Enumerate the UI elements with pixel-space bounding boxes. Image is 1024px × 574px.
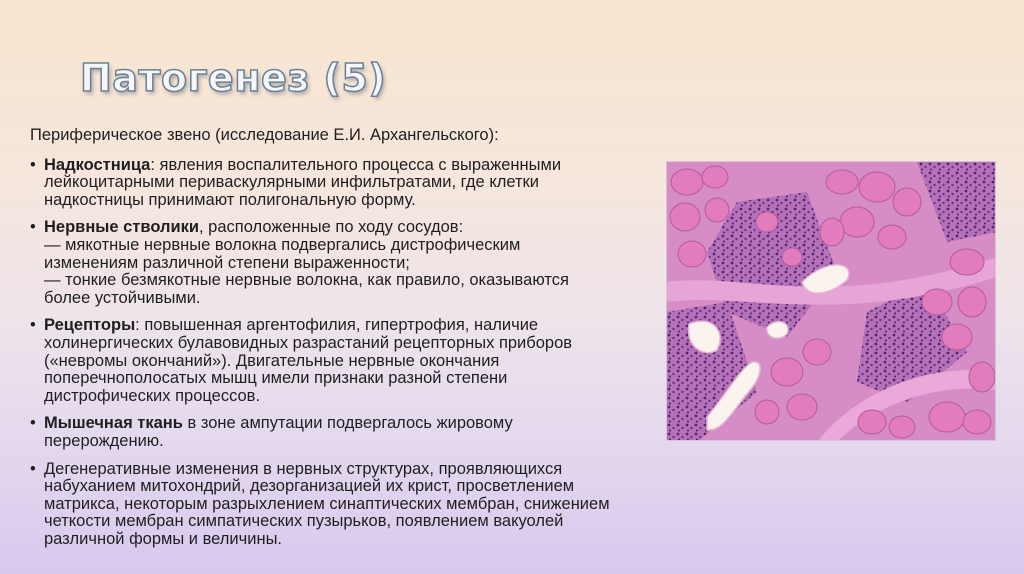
bullet-line: — мякотные нервные волокна подвергались дистрофическим [44, 235, 521, 254]
bullet-line: четкости мембран симпатических пузырьков, появлением вакуолей [44, 512, 564, 531]
slide-body [30, 127, 670, 558]
bullet-line: поперечнополосатых мышц имели признаки разной степени [44, 369, 508, 388]
bullet-nerve-trunks [30, 219, 670, 307]
bullet-text: , расположенные по ходу сосудов: [199, 218, 464, 237]
bullet-muscle-tissue [30, 415, 670, 450]
bullet-text: Дегенеративные изменения в нервных структурах, проявляющихся [44, 459, 563, 478]
bullet-list [30, 157, 670, 549]
bullet-line: матрикса, некоторым разрыхлением синаптических мембран, снижением [44, 494, 610, 513]
bullet-line: набуханием митохондрий, дезорганизацией их крист, просветлением [44, 477, 575, 496]
bullet-term: Рецепторы [44, 316, 136, 335]
bullet-line: холинергических булавовидных разрастаний рецепторных приборов [44, 333, 573, 352]
bullet-degenerative-changes [30, 461, 670, 549]
bullet-line: изменениям различной степени выраженности; [44, 253, 410, 272]
bullet-line: перерождению. [44, 431, 164, 450]
bullet-line: надкостницы принимают полигональную форму. [44, 190, 416, 209]
intro-text: Периферическое звено (исследование Е.И. Архангельского): [30, 126, 499, 144]
bullet-periosteum [30, 157, 670, 210]
bullet-receptors [30, 317, 670, 405]
bullet-line: — тонкие безмякотные нервные волокна, как правило, оказываются [44, 271, 569, 290]
bullet-line: («невромы окончаний»). Двигательные нервные окончания [44, 351, 500, 370]
micrograph-svg [667, 162, 996, 441]
bullet-line: различной формы и величины. [44, 529, 283, 548]
histology-micrograph [666, 161, 996, 441]
slide-title: Патогенез (5) [80, 56, 387, 100]
bullet-line: более устойчивыми. [44, 288, 201, 307]
bullet-line: лейкоцитарными периваскулярными инфильтратами, где клетки [44, 173, 539, 192]
bullet-line: дистрофических процессов. [44, 386, 261, 405]
bullet-term: Надкостница [44, 155, 151, 174]
bullet-text: : повышенная аргентофилия, гипертрофия, наличие [135, 316, 539, 335]
bullet-term: Нервные стволики [44, 218, 200, 237]
bullet-text: : явления воспалительного процесса с выраженными [150, 155, 562, 174]
bullet-term: Мышечная ткань [44, 414, 183, 433]
bullet-text: в зоне ампутации подвергалось жировому [182, 414, 513, 433]
